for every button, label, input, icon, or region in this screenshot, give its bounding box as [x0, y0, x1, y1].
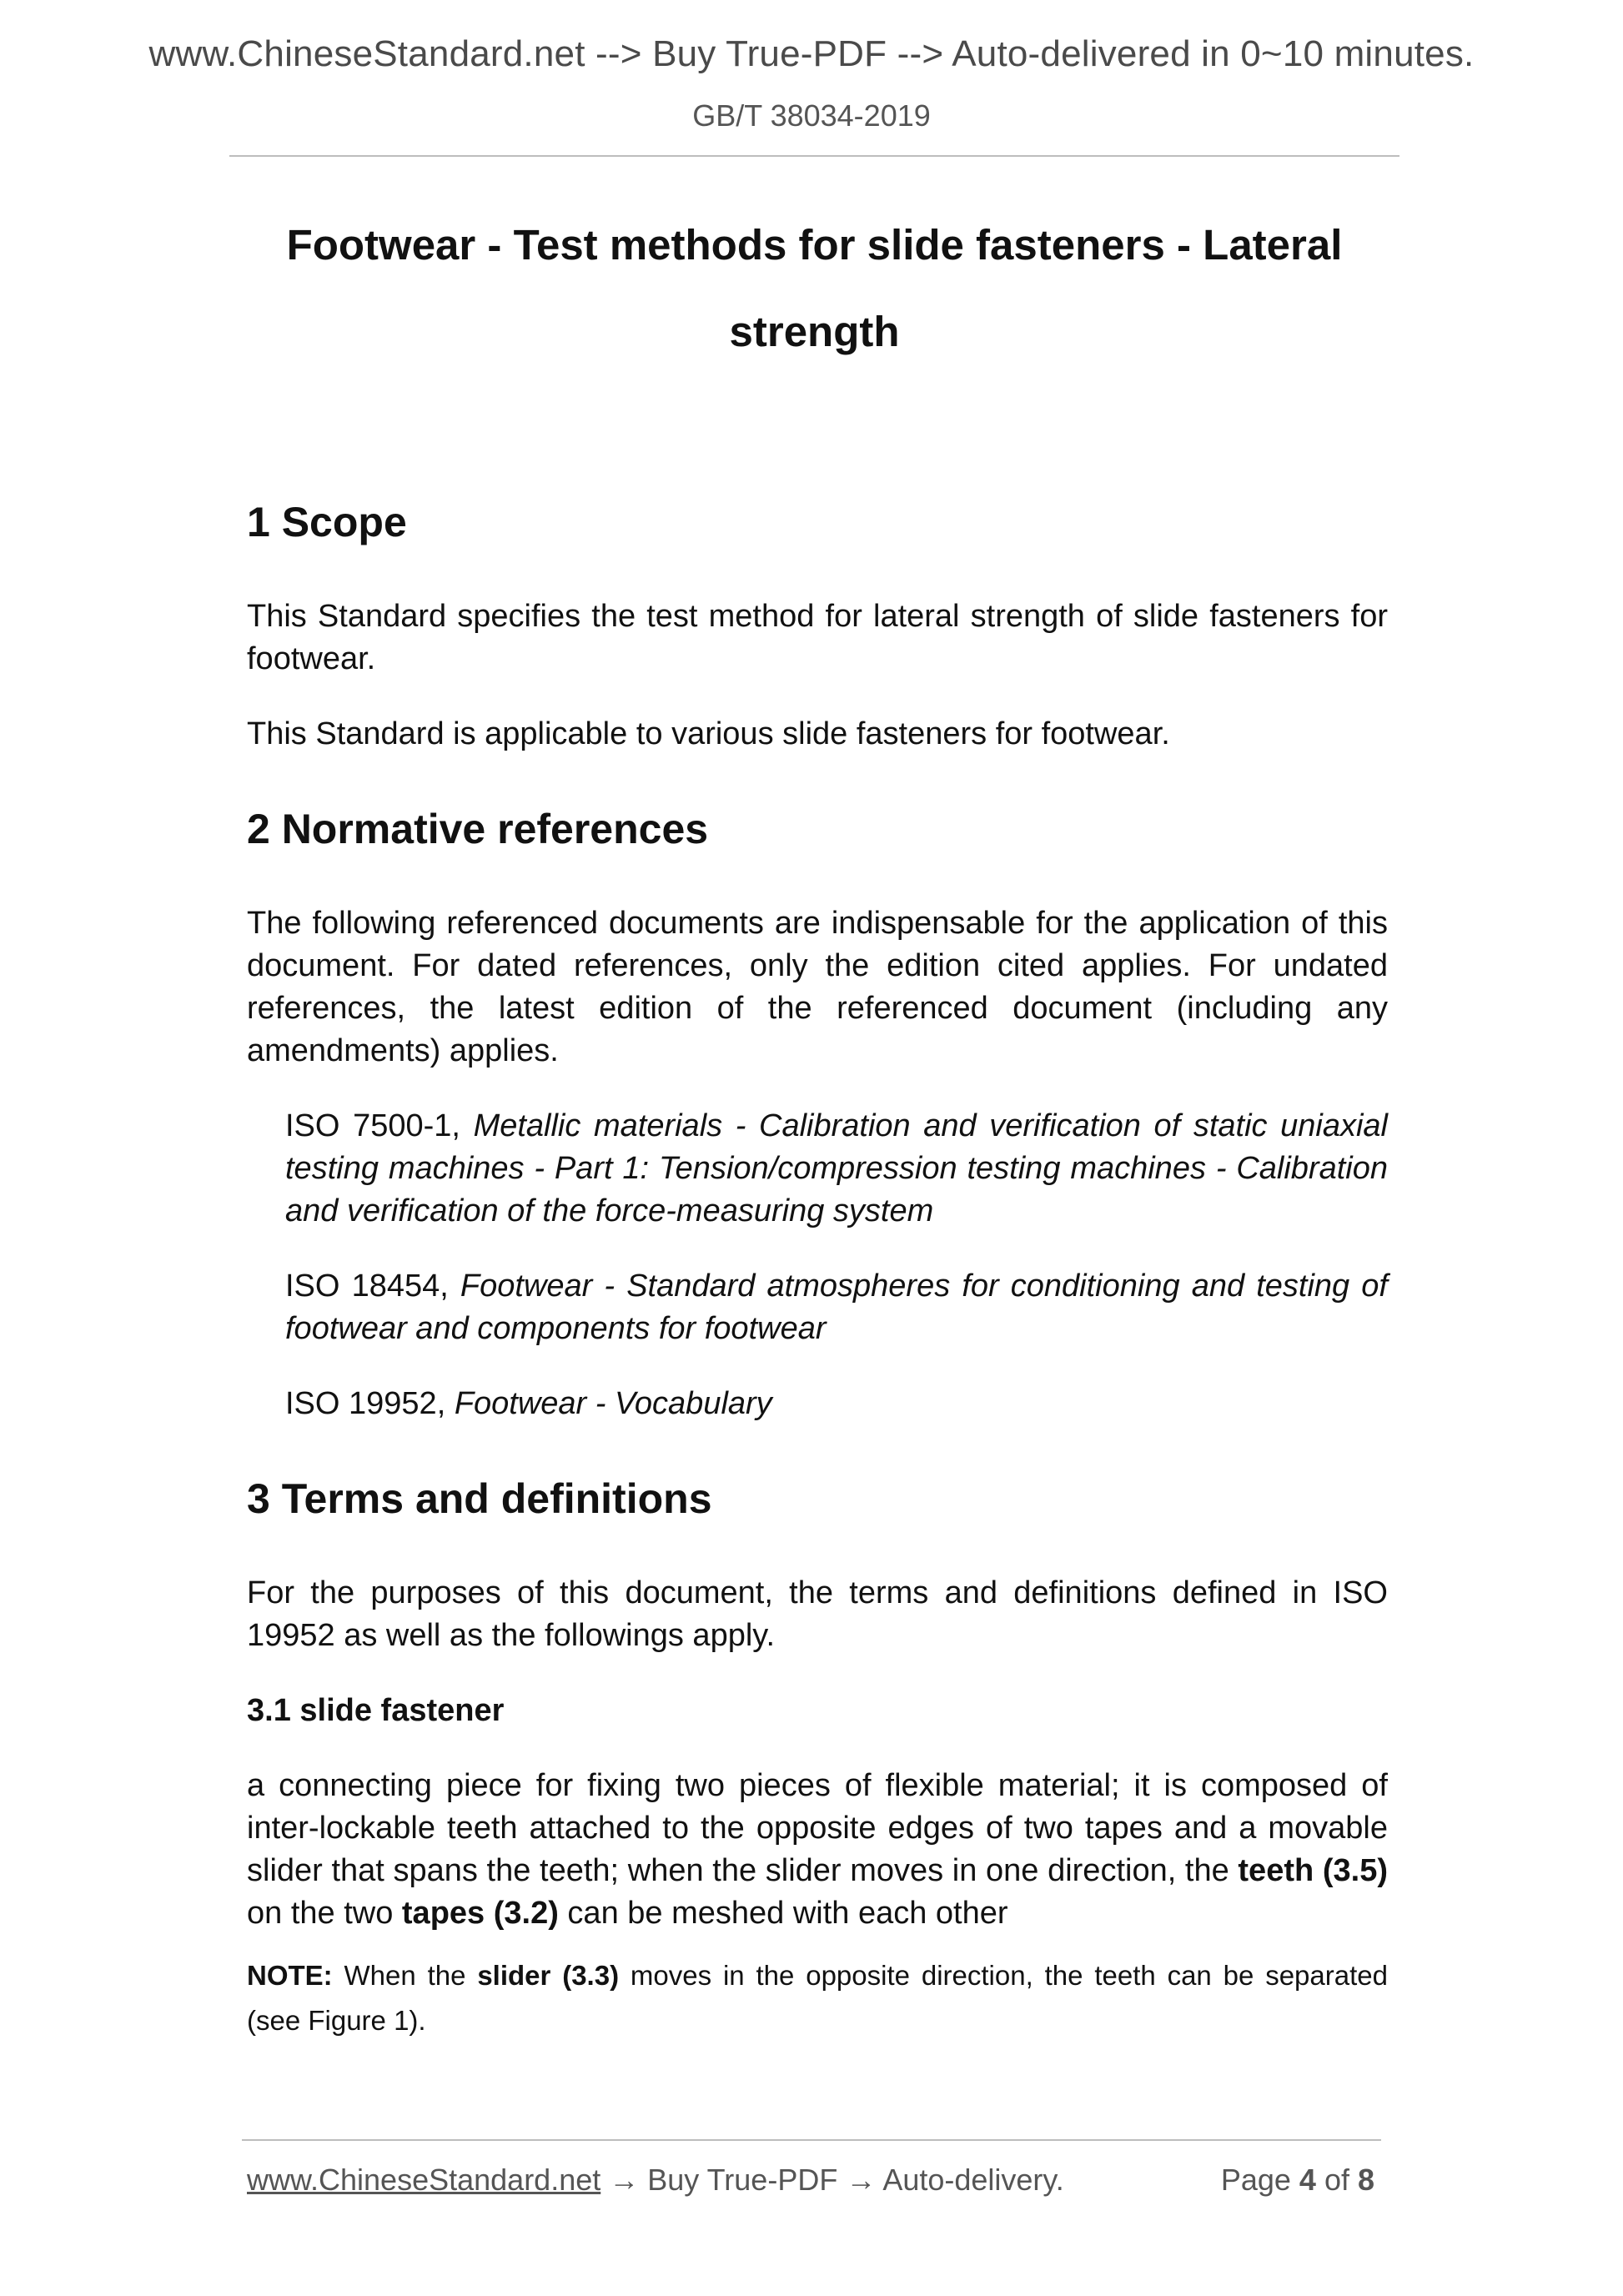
note-text: When the: [332, 1960, 478, 1991]
term-heading-3-1: 3.1 slide fastener: [247, 1693, 505, 1728]
definition-term-ref: teeth (3.5): [1238, 1853, 1388, 1888]
title-line-1: Footwear - Test methods for slide fasteners - Lateral: [286, 221, 1343, 269]
note-label: NOTE:: [247, 1960, 333, 1991]
definition-text: on the two: [247, 1896, 402, 1931]
reference-code: ISO 18454,: [285, 1269, 460, 1304]
reference-code: ISO 7500-1,: [285, 1108, 474, 1143]
definition-term-ref: tapes (3.2): [401, 1896, 559, 1931]
total-pages-number: 8: [1357, 2163, 1374, 2197]
reference-code: ISO 19952,: [285, 1386, 455, 1421]
scope-paragraph-2: This Standard is applicable to various slide fasteners for footwear.: [247, 716, 1170, 751]
note-text: moves in the opposite direction, the teeth can be separated (see Figure 1).: [247, 1960, 1388, 2036]
term-definition-3-1: [247, 1765, 1388, 1935]
page-label: Page: [1220, 2163, 1299, 2197]
section-heading-scope: 1 Scope: [247, 499, 407, 545]
reference-item: [285, 1265, 1388, 1350]
scope-paragraph-1: This Standard specifies the test method for lateral strength of slide fasteners for footwear.: [247, 599, 1388, 676]
page-indicator: [1221, 2163, 1374, 2198]
standard-number: GB/T 38034-2019: [692, 98, 931, 133]
reference-item: [285, 1383, 1388, 1425]
document-title: [229, 202, 1399, 375]
top-banner: www.ChineseStandard.net --> Buy True-PDF --> Auto-delivered in 0~10 minutes.: [148, 33, 1475, 74]
definition-text: a connecting piece for fixing two pieces of flexible material; it is composed of inter-lockable teeth attached to the opposite edges of two tapes and a movable slider that spans the teeth; when the slider moves in one direction, the: [247, 1768, 1388, 1888]
note-paragraph: [247, 1953, 1388, 2043]
terms-intro-paragraph: For the purposes of this document, the terms and definitions defined in ISO 19952 as well as the followings apply.: [247, 1575, 1388, 1653]
reference-title: Footwear - Standard atmospheres for conditioning and testing of footwear and components for footwear: [285, 1269, 1388, 1346]
section-heading-terms-definitions: 3 Terms and definitions: [247, 1475, 712, 1522]
definition-text: can be meshed with each other: [558, 1896, 1008, 1931]
note-term-ref: slider (3.3): [477, 1960, 620, 1991]
footer-divider: [242, 2139, 1381, 2141]
reference-title: Footwear - Vocabulary: [454, 1386, 772, 1421]
footer-promo: [247, 2163, 1064, 2198]
of-label: of: [1315, 2163, 1358, 2197]
footer-promo-text: → Buy True-PDF → Auto-delivery.: [600, 2163, 1064, 2197]
reference-title: Metallic materials - Calibration and verification of static uniaxial testing machines - Part 1: Tension/compression testing machines - Calibration and verification of the force-measuring system: [285, 1108, 1388, 1228]
normative-intro-paragraph: The following referenced documents are indispensable for the application of this document. For dated references, only the edition cited applies. For undated references, the latest edition of the referenced document (including any amendments) applies.: [247, 906, 1388, 1068]
section-heading-normative-references: 2 Normative references: [247, 806, 709, 852]
title-line-2: strength: [729, 308, 900, 355]
current-page-number: 4: [1299, 2163, 1316, 2197]
footer-site-link[interactable]: www.ChineseStandard.net: [247, 2163, 601, 2197]
header-divider: [229, 155, 1399, 157]
document-body: [247, 492, 1388, 2043]
reference-item: [285, 1105, 1388, 1233]
